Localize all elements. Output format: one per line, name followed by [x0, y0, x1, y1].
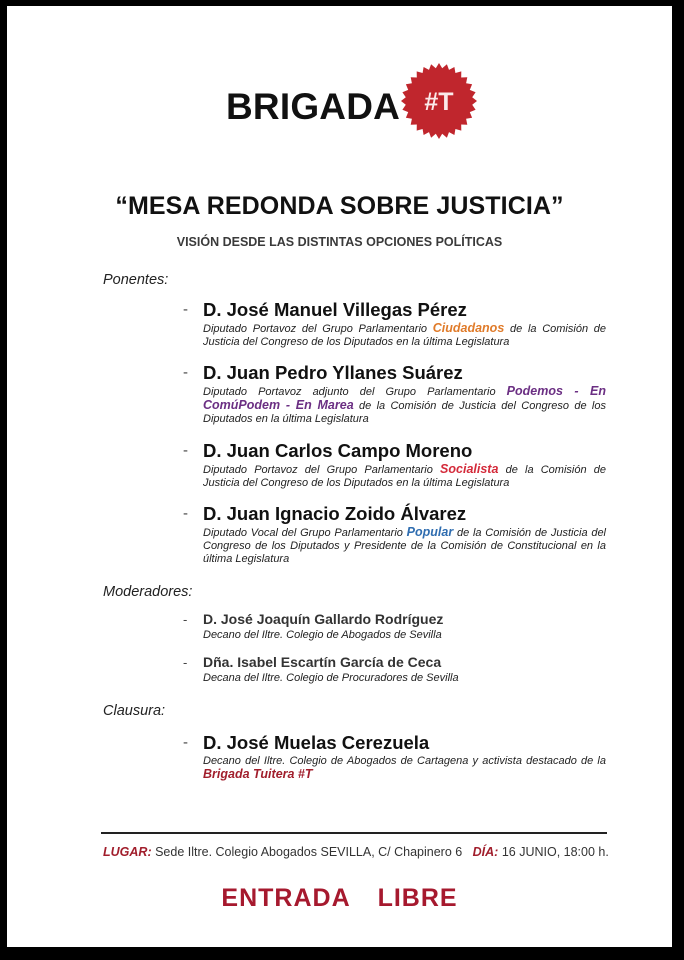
dia-label: DÍA: — [472, 845, 499, 859]
list-dash: - — [183, 364, 188, 381]
ponentes-label: Ponentes: — [103, 272, 169, 288]
party-name: Popular — [406, 525, 454, 539]
brigada-seal-logo — [401, 63, 477, 139]
speaker-name: D. Juan Carlos Campo Moreno — [203, 440, 473, 461]
free-entry-banner: ENTRADA LIBRE — [221, 884, 458, 912]
brigada-highlight: Brigada Tuitera #T — [203, 767, 313, 781]
speaker-name: D. José Manuel Villegas Pérez — [203, 299, 467, 320]
divider — [101, 832, 607, 834]
speaker-name: D. Juan Ignacio Zoido Álvarez — [203, 503, 467, 524]
speaker-description: Diputado Portavoz del Grupo Parlamentario Socialista de la Comisión de Justicia del Congreso de los Diputados en la última Legislatura — [203, 462, 606, 489]
clausura-label: Clausura: — [103, 703, 166, 719]
event-info — [103, 845, 609, 859]
brand-title: BRIGADA — [226, 86, 401, 127]
flyer-page — [7, 6, 672, 947]
list-dash: - — [183, 442, 188, 459]
event-title: “MESA REDONDA SOBRE JUSTICIA” — [115, 192, 564, 220]
moderator-description: Decano del Iltre. Colegio de Abogados de Sevilla — [203, 629, 442, 641]
moderadores-label: Moderadores: — [103, 584, 193, 600]
seal-icon — [401, 63, 477, 139]
party-name: Socialista — [440, 462, 499, 476]
closing-speaker-name: D. José Muelas Cerezuela — [203, 732, 430, 753]
party-name: Podemos - En ComúPodem - En Marea — [203, 384, 606, 412]
list-dash: - — [183, 734, 188, 751]
moderator-description: Decana del Iltre. Colegio de Procuradores de Sevilla — [203, 672, 459, 684]
event-subtitle: VISIÓN DESDE LAS DISTINTAS OPCIONES POLÍTICAS — [176, 235, 503, 249]
list-dash: - — [183, 301, 188, 318]
moderator-name: D. José Joaquín Gallardo Rodríguez — [203, 611, 444, 627]
dia-value: 16 JUNIO, 18:00 h. — [498, 845, 609, 859]
speaker-description: Diputado Portavoz adjunto del Grupo Parlamentario Podemos - En ComúPodem - En Marea de la Comisión de Justicia del Congreso de los Diputados en la última Legislatura — [203, 384, 606, 425]
list-dash: - — [183, 612, 188, 627]
speaker-name: D. Juan Pedro Yllanes Suárez — [203, 362, 463, 383]
lugar-label: LUGAR: — [103, 845, 152, 859]
closing-speaker-description: Decano del Iltre. Colegio de Abogados de Cartagena y activista destacado de la Brigada Tuitera #T — [203, 755, 606, 781]
list-dash: - — [183, 505, 188, 522]
speaker-description: Diputado Vocal del Grupo Parlamentario Popular de la Comisión de Justicia del Congreso de los Diputados y Presidente de la Comisión de Constitucional en la última Legislatura — [203, 525, 607, 565]
speaker-description: Diputado Portavoz del Grupo Parlamentario Ciudadanos de la Comisión de Justicia del Congreso de los Diputados en la última Legislatura — [203, 321, 607, 348]
party-name: Ciudadanos — [432, 321, 505, 335]
svg-text:#T: #T — [424, 88, 454, 116]
list-dash: - — [183, 655, 188, 670]
lugar-value: Sede Iltre. Colegio Abogados SEVILLA, C/ Chapinero 6 — [151, 845, 463, 859]
moderator-name: Dña. Isabel Escartín García de Ceca — [203, 654, 442, 670]
